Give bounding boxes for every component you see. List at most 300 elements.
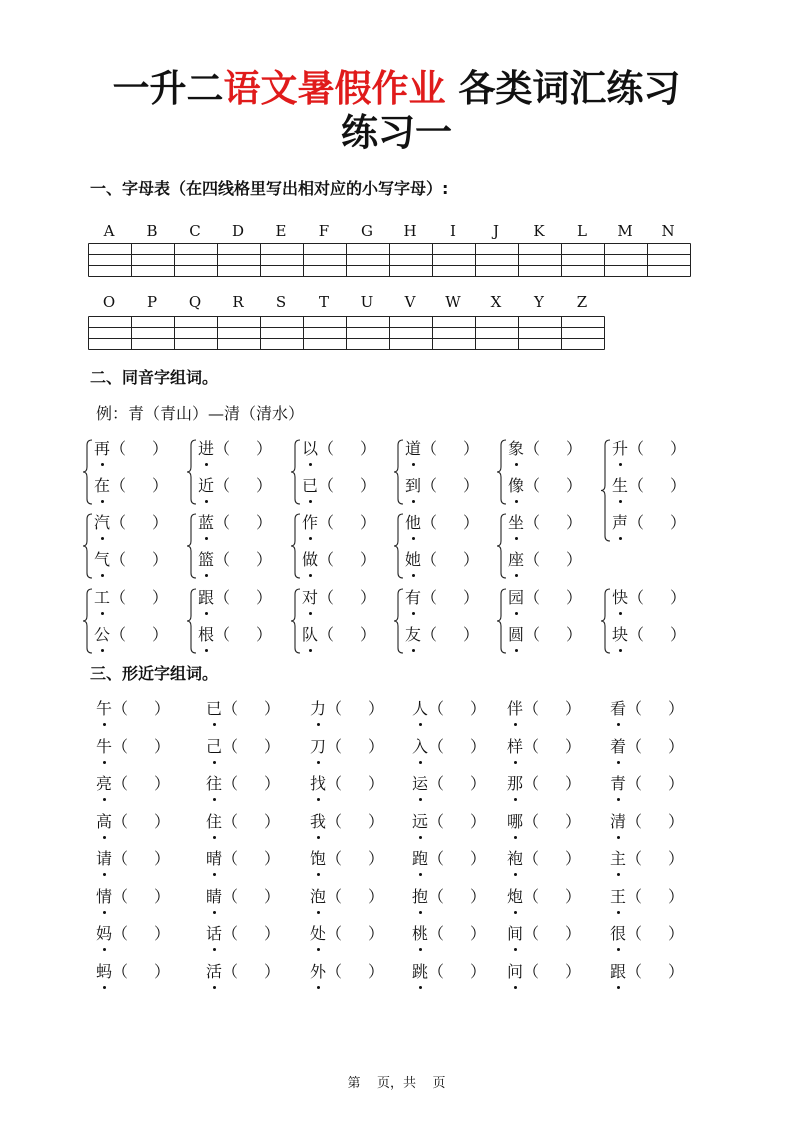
similar-item (507, 848, 582, 870)
answer-paren-close: ） (668, 961, 685, 981)
answer-paren-close: ） (565, 774, 582, 793)
answer-paren-close: ） (565, 736, 582, 756)
answer-paren-open: （ (214, 588, 231, 607)
similar-item (412, 886, 487, 908)
similar-item (206, 811, 281, 833)
similar-char: 桃 (412, 924, 429, 943)
similar-char: 运 (412, 774, 429, 793)
answer-paren-open: （ (318, 513, 335, 532)
answer-paren-close: ） (264, 924, 281, 943)
similar-char: 蚂 (96, 961, 113, 981)
answer-paren-close: ） (368, 811, 385, 831)
answer-paren-open: （ (110, 588, 127, 607)
answer-paren-open: （ (523, 699, 540, 718)
answer-paren-open: （ (421, 476, 438, 495)
similar-item (610, 698, 685, 720)
answer-paren-open: （ (318, 625, 335, 644)
brace-icon (187, 588, 197, 654)
answer-paren-close: ） (360, 513, 377, 532)
answer-paren-close: ） (368, 849, 385, 868)
answer-paren-open: （ (626, 699, 643, 718)
section3-heading: 三、形近字组词。 (90, 664, 219, 683)
answer-paren-close: ） (154, 924, 171, 943)
answer-paren-close: ） (154, 774, 171, 793)
answer-paren-open: （ (318, 550, 335, 569)
homophone-item (198, 624, 273, 646)
answer-paren-open: （ (524, 550, 541, 569)
answer-paren-close: ） (360, 550, 377, 569)
similar-char: 袍 (507, 849, 524, 868)
answer-paren-close: ） (360, 588, 377, 607)
answer-paren-open: （ (628, 513, 645, 532)
answer-paren-close: ） (565, 849, 582, 868)
answer-paren-close: ） (256, 550, 273, 569)
four-line-grid-lines (88, 316, 606, 352)
homophone-char: 蓝 (198, 513, 215, 532)
answer-paren-close: ） (152, 625, 169, 644)
answer-paren-close: ） (264, 886, 281, 906)
answer-paren-close: ） (565, 961, 582, 981)
answer-paren-open: （ (524, 439, 541, 458)
answer-paren-open: （ (626, 961, 643, 981)
similar-item (96, 736, 171, 758)
alphabet-letter: Z (576, 293, 588, 311)
homophone-char: 作 (302, 513, 319, 532)
answer-paren-open: （ (214, 513, 231, 532)
similar-item (507, 923, 582, 945)
alphabet-letter: X (490, 293, 502, 311)
answer-paren-open: （ (626, 774, 643, 793)
alphabet-letter: E (275, 222, 287, 240)
answer-paren-close: ） (668, 699, 685, 718)
similar-char: 晴 (206, 849, 223, 868)
similar-char: 饱 (310, 849, 327, 868)
homophone-item (508, 438, 583, 460)
answer-paren-open: （ (318, 439, 335, 458)
answer-paren-open: （ (428, 886, 445, 906)
answer-paren-close: ） (264, 774, 281, 793)
answer-paren-open: （ (421, 513, 438, 532)
answer-paren-open: （ (214, 476, 231, 495)
answer-paren-open: （ (110, 550, 127, 569)
title-part-grade: 一升二 (112, 67, 224, 110)
answer-paren-open: （ (428, 699, 445, 718)
section2-example: 例：青（青山）—清（清水） (96, 404, 305, 423)
similar-item (206, 736, 281, 758)
answer-paren-open: （ (628, 439, 645, 458)
answer-paren-close: ） (565, 699, 582, 718)
answer-paren-close: ） (368, 924, 385, 943)
answer-paren-close: ） (152, 476, 169, 495)
answer-paren-open: （ (112, 849, 129, 868)
similar-item (412, 698, 487, 720)
four-line-grid-1[interactable] (88, 243, 692, 279)
similar-item (412, 961, 487, 983)
answer-paren-close: ） (566, 625, 583, 644)
similar-item (96, 773, 171, 795)
similar-item (610, 773, 685, 795)
answer-paren-close: ） (463, 588, 480, 607)
answer-paren-open: （ (428, 924, 445, 943)
answer-paren-open: （ (428, 849, 445, 868)
similar-item (610, 961, 685, 983)
answer-paren-open: （ (326, 699, 343, 718)
answer-paren-close: ） (256, 476, 273, 495)
homophone-char: 生 (612, 476, 629, 495)
similar-char: 跟 (610, 961, 627, 981)
similar-item (507, 773, 582, 795)
answer-paren-close: ） (668, 811, 685, 831)
answer-paren-open: （ (110, 439, 127, 458)
similar-item (412, 736, 487, 758)
alphabet-letter: F (318, 222, 330, 240)
answer-paren-close: ） (256, 513, 273, 532)
answer-paren-open: （ (326, 811, 343, 831)
homophone-item (508, 587, 583, 609)
similar-char: 活 (206, 961, 223, 981)
answer-paren-open: （ (523, 961, 540, 981)
answer-paren-open: （ (628, 476, 645, 495)
similar-char: 情 (96, 886, 113, 906)
homophone-char: 道 (405, 439, 422, 458)
answer-paren-close: ） (470, 736, 487, 756)
alphabet-letter: I (450, 222, 456, 240)
answer-paren-close: ） (154, 736, 171, 756)
answer-paren-close: ） (368, 699, 385, 718)
alphabet-letter: N (661, 222, 675, 240)
similar-item (96, 923, 171, 945)
alphabet-letter: O (102, 293, 116, 311)
section1-heading: 一、字母表（在四线格里写出相对应的小写字母）: (90, 179, 449, 198)
answer-paren-close: ） (154, 886, 171, 906)
similar-item (310, 698, 385, 720)
answer-paren-open: （ (222, 736, 239, 756)
answer-paren-close: ） (566, 439, 583, 458)
similar-char: 找 (310, 774, 327, 793)
similar-char: 住 (206, 811, 223, 831)
homophone-char: 再 (94, 439, 111, 458)
answer-paren-open: （ (428, 811, 445, 831)
homophone-char: 对 (302, 588, 319, 607)
similar-item (310, 886, 385, 908)
alphabet-letter: D (231, 222, 245, 240)
homophone-item (198, 549, 273, 571)
similar-item (610, 848, 685, 870)
homophone-item (612, 587, 687, 609)
answer-paren-open: （ (628, 588, 645, 607)
answer-paren-open: （ (626, 811, 643, 831)
answer-paren-close: ） (670, 625, 687, 644)
similar-char: 睛 (206, 886, 223, 906)
answer-paren-open: （ (524, 588, 541, 607)
answer-paren-open: （ (110, 513, 127, 532)
alphabet-letter: P (146, 293, 158, 311)
answer-paren-open: （ (222, 699, 239, 718)
brace-icon (291, 439, 301, 505)
similar-item (412, 811, 487, 833)
homophone-char: 她 (405, 550, 422, 569)
answer-paren-close: ） (152, 513, 169, 532)
homophone-char: 根 (198, 625, 215, 644)
homophone-item (302, 438, 377, 460)
brace-icon (497, 588, 507, 654)
answer-paren-close: ） (154, 699, 171, 718)
brace-icon (83, 513, 93, 579)
answer-paren-close: ） (463, 513, 480, 532)
similar-item (610, 736, 685, 758)
similar-item (96, 886, 171, 908)
homophone-item (508, 512, 583, 534)
homophone-char: 进 (198, 439, 215, 458)
similar-item (610, 886, 685, 908)
answer-paren-close: ） (566, 513, 583, 532)
homophone-item (405, 624, 480, 646)
similar-char: 已 (206, 699, 223, 718)
answer-paren-open: （ (112, 811, 129, 831)
answer-paren-open: （ (523, 811, 540, 831)
alphabet-letter: T (318, 293, 329, 311)
answer-paren-open: （ (523, 736, 540, 756)
similar-item (310, 923, 385, 945)
homophone-item (508, 549, 583, 571)
similar-char: 入 (412, 736, 429, 756)
homophone-item (94, 512, 169, 534)
similar-item (206, 698, 281, 720)
similar-item (206, 961, 281, 983)
answer-paren-open: （ (421, 439, 438, 458)
homophone-item (405, 549, 480, 571)
answer-paren-open: （ (428, 961, 445, 981)
brace-icon (394, 439, 404, 505)
answer-paren-open: （ (523, 774, 540, 793)
homophone-item (302, 624, 377, 646)
page-footer: 第 页，共 页 (347, 1076, 446, 1091)
answer-paren-close: ） (264, 961, 281, 981)
answer-paren-open: （ (214, 550, 231, 569)
answer-paren-open: （ (112, 886, 129, 906)
homophone-char: 他 (405, 513, 422, 532)
answer-paren-close: ） (152, 550, 169, 569)
answer-paren-open: （ (428, 774, 445, 793)
answer-paren-open: （ (112, 774, 129, 793)
homophone-item (94, 475, 169, 497)
answer-paren-close: ） (368, 774, 385, 793)
answer-paren-close: ） (368, 961, 385, 981)
similar-char: 外 (310, 961, 327, 981)
homophone-char: 有 (405, 588, 422, 607)
alphabet-letter: V (404, 293, 416, 311)
answer-paren-close: ） (668, 886, 685, 906)
answer-paren-open: （ (214, 439, 231, 458)
answer-paren-open: （ (222, 886, 239, 906)
homophone-char: 圆 (508, 625, 525, 644)
answer-paren-open: （ (523, 849, 540, 868)
homophone-item (198, 475, 273, 497)
alphabet-letter: C (189, 222, 201, 240)
section2-heading: 二、同音字组词。 (90, 368, 219, 387)
answer-paren-open: （ (421, 588, 438, 607)
answer-paren-open: （ (626, 736, 643, 756)
similar-item (507, 698, 582, 720)
homophone-item (302, 512, 377, 534)
answer-paren-close: ） (668, 736, 685, 756)
similar-char: 午 (96, 699, 113, 718)
answer-paren-close: ） (470, 699, 487, 718)
answer-paren-open: （ (421, 550, 438, 569)
similar-char: 很 (610, 924, 627, 943)
answer-paren-open: （ (318, 476, 335, 495)
similar-item (206, 923, 281, 945)
alphabet-letter: Q (188, 293, 202, 311)
answer-paren-close: ） (264, 811, 281, 831)
alphabet-letter: M (617, 222, 633, 240)
title-part-highlight: 语文暑假作业 (223, 67, 446, 110)
similar-char: 话 (206, 924, 223, 943)
answer-paren-open: （ (112, 736, 129, 756)
similar-char: 泡 (310, 886, 327, 906)
homophone-item (612, 475, 687, 497)
answer-paren-close: ） (470, 811, 487, 831)
similar-char: 刀 (310, 736, 327, 756)
answer-paren-close: ） (668, 774, 685, 793)
similar-item (96, 811, 171, 833)
homophone-char: 篮 (198, 550, 215, 569)
answer-paren-open: （ (523, 886, 540, 906)
similar-item (96, 698, 171, 720)
similar-char: 哪 (507, 811, 524, 831)
brace-icon (187, 439, 197, 505)
answer-paren-close: ） (668, 849, 685, 868)
homophone-item (302, 475, 377, 497)
answer-paren-close: ） (152, 439, 169, 458)
answer-paren-close: ） (670, 476, 687, 495)
brace-icon (601, 588, 611, 654)
alphabet-letter: J (492, 222, 499, 240)
answer-paren-open: （ (326, 736, 343, 756)
similar-item (310, 736, 385, 758)
answer-paren-open: （ (524, 476, 541, 495)
similar-char: 高 (96, 811, 113, 831)
alphabet-letter: B (146, 222, 158, 240)
page-subtitle: 练习一 (341, 111, 452, 154)
answer-paren-close: ） (463, 625, 480, 644)
similar-item (206, 848, 281, 870)
brace-icon (291, 588, 301, 654)
answer-paren-close: ） (360, 439, 377, 458)
answer-paren-close: ） (360, 476, 377, 495)
answer-paren-open: （ (326, 886, 343, 906)
homophone-item (612, 512, 687, 534)
similar-char: 炮 (507, 886, 524, 906)
homophone-char: 升 (612, 439, 629, 458)
answer-paren-close: ） (154, 961, 171, 981)
homophone-char: 已 (302, 476, 319, 495)
answer-paren-close: ） (565, 811, 582, 831)
answer-paren-close: ） (566, 588, 583, 607)
answer-paren-open: （ (318, 588, 335, 607)
alphabet-letter: U (360, 293, 374, 311)
similar-item (610, 811, 685, 833)
similar-char: 抱 (412, 886, 429, 906)
similar-item (507, 961, 582, 983)
similar-item (310, 811, 385, 833)
homophone-item (405, 587, 480, 609)
answer-paren-open: （ (523, 924, 540, 943)
answer-paren-open: （ (524, 513, 541, 532)
homophone-item (302, 587, 377, 609)
four-line-grid-lines (88, 243, 692, 279)
brace-icon (394, 588, 404, 654)
four-line-grid-2[interactable] (88, 316, 606, 352)
similar-item (310, 773, 385, 795)
similar-item (96, 848, 171, 870)
brace-icon (291, 513, 301, 579)
similar-item (507, 886, 582, 908)
homophone-item (508, 624, 583, 646)
answer-paren-open: （ (626, 886, 643, 906)
answer-paren-close: ） (463, 439, 480, 458)
homophone-char: 园 (508, 588, 525, 607)
answer-paren-open: （ (222, 924, 239, 943)
answer-paren-open: （ (112, 699, 129, 718)
answer-paren-open: （ (222, 774, 239, 793)
similar-char: 处 (310, 924, 327, 943)
homophone-char: 坐 (508, 513, 525, 532)
answer-paren-open: （ (222, 961, 239, 981)
similar-item (412, 773, 487, 795)
similar-item (310, 961, 385, 983)
homophone-char: 在 (94, 476, 111, 495)
homophone-item (405, 475, 480, 497)
alphabet-letter: K (533, 222, 545, 240)
answer-paren-close: ） (264, 736, 281, 756)
alphabet-letter: L (577, 222, 587, 240)
answer-paren-close: ） (670, 588, 687, 607)
brace-icon (601, 439, 611, 542)
answer-paren-open: （ (326, 961, 343, 981)
similar-char: 请 (96, 849, 113, 868)
answer-paren-open: （ (326, 924, 343, 943)
homophone-char: 气 (94, 550, 111, 569)
answer-paren-close: ） (264, 849, 281, 868)
similar-char: 往 (206, 774, 223, 793)
answer-paren-open: （ (214, 625, 231, 644)
homophone-char: 做 (302, 550, 319, 569)
similar-item (507, 736, 582, 758)
answer-paren-close: ） (368, 886, 385, 906)
homophone-char: 友 (405, 625, 422, 644)
answer-paren-open: （ (222, 811, 239, 831)
similar-item (206, 886, 281, 908)
alphabet-letter: G (361, 222, 373, 240)
answer-paren-close: ） (566, 476, 583, 495)
answer-paren-close: ） (154, 849, 171, 868)
similar-char: 人 (412, 699, 429, 718)
brace-icon (497, 513, 507, 579)
similar-char: 跳 (412, 961, 429, 981)
page-title (0, 66, 793, 112)
similar-item (507, 811, 582, 833)
answer-paren-close: ） (256, 588, 273, 607)
similar-char: 清 (610, 811, 627, 831)
similar-char: 主 (610, 849, 627, 868)
answer-paren-open: （ (112, 961, 129, 981)
answer-paren-close: ） (565, 924, 582, 943)
answer-paren-close: ） (668, 924, 685, 943)
homophone-item (198, 438, 273, 460)
homophone-char: 座 (508, 550, 525, 569)
answer-paren-open: （ (110, 625, 127, 644)
